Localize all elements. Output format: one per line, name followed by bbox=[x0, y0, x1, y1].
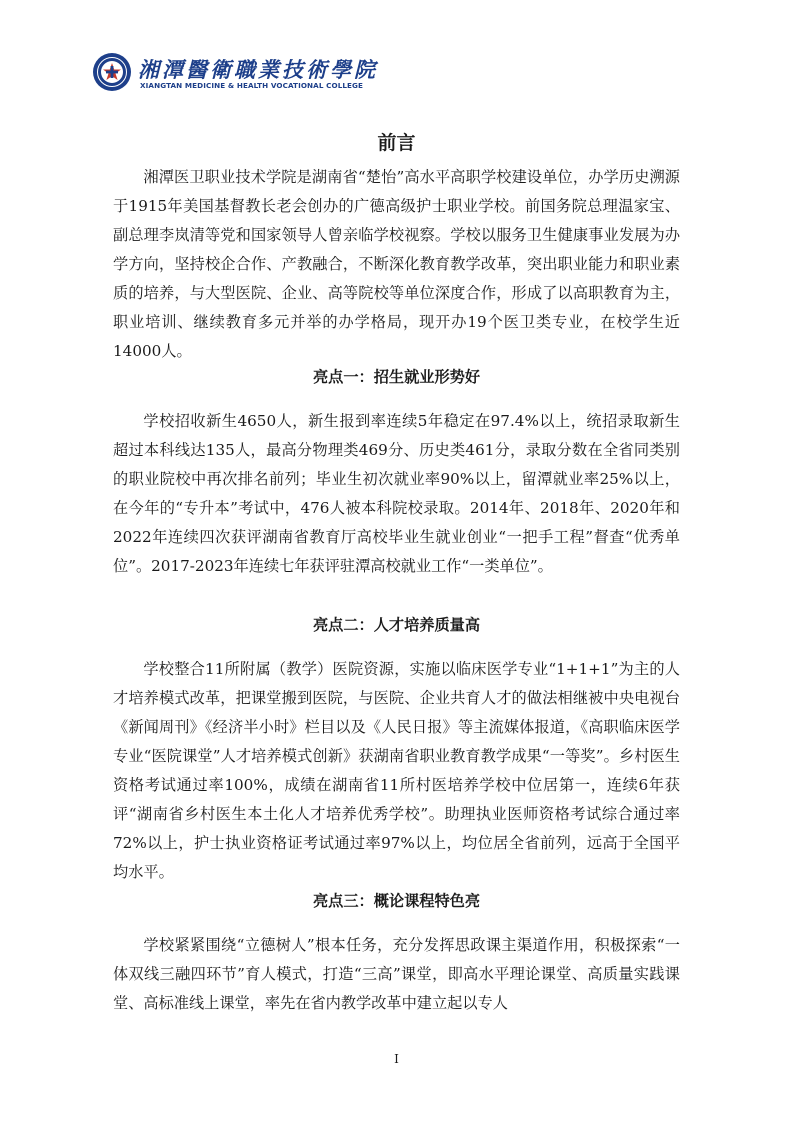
section-paragraph-2: 学校整合11所附属（教学）医院资源，实施以临床医学专业“1+1+1”为主的人才培养模式改革，把课堂搬到医院，与医院、企业共育人才的做法相继被中央电视台《新闻周刊》《经济半小时》栏目以及《人民日报》等主流媒体报道，《高职临床医学专业“医院课堂”人才培养模式创新》获湖南省职业教育教学成果“一等奖”。乡村医生资格考试通过率100%，成绩在湖南省11所村医培养学校中位居第一，连续6年获评“湖南省乡村医生本土化人才培养优秀学校”。助理执业医师资格考试综合通过率72%以上，护士执业资格证考试通过率97%以上，均位居全省前列，远高于全国平均水平。 bbox=[113, 660, 680, 881]
section-heading-1: 亮点一：招生就业形势好 bbox=[312, 368, 481, 386]
section-paragraph-3: 学校紧紧围绕“立德树人”根本任务，充分发挥思政课主渠道作用，积极探索“一体双线三融四环节”育人模式，打造“三高”课堂，即高水平理论课堂、高质量实践课堂、高标准线上课堂，率先在省内教学改革中建立起以专人 bbox=[113, 936, 680, 1012]
section-paragraph-1: 学校招收新生4650人，新生报到率连续5年稳定在97.4%以上，统招录取新生超过本科线达135人，最高分物理类469分、历史类461分，录取分数在全省同类别的职业院校中再次排名前列；毕业生初次就业率90%以上，留潭就业率25%以上，在今年的“专升本”考试中，476人被本科院校录取。2014年、2018年、2020年和2022年连续四次获评湖南省教育厅高校毕业生就业创业“一把手工程”督查“优秀单位”。2017-2023年连续七年获评驻潭高校就业工作“一类单位”。 bbox=[113, 412, 680, 575]
page-title: 前言 bbox=[377, 132, 416, 154]
school-header bbox=[92, 52, 412, 96]
intro-paragraph: 湘潭医卫职业技术学院是湖南省“楚怡”高水平高职学校建设单位，办学历史溯源于1915年美国基督教长老会创办的广德高级护士职业学校。前国务院总理温家宝、副总理李岚清等党和国家领导人曾亲临学校视察。学校以服务卫生健康事业发展为办学方向，坚持校企合作、产教融合，不断深化教育教学改革，突出职业能力和职业素质的培养，与大型医院、企业、高等院校等单位深度合作，形成了以高职教育为主，职业培训、继续教育多元并举的办学格局，现开办19个医卫类专业，在校学生近14000人。 bbox=[113, 168, 680, 360]
school-name-en: XIANGTAN MEDICINE & HEALTH VOCATIONAL COLLEGE bbox=[140, 81, 364, 90]
school-seal-icon bbox=[92, 52, 132, 92]
page-number: I bbox=[394, 1052, 399, 1066]
section-heading-3: 亮点三：概论课程特色亮 bbox=[312, 892, 481, 910]
section-heading-2: 亮点二：人才培养质量高 bbox=[312, 616, 481, 634]
school-name-cn: 湘潭醫衛職業技術學院 bbox=[138, 57, 378, 82]
